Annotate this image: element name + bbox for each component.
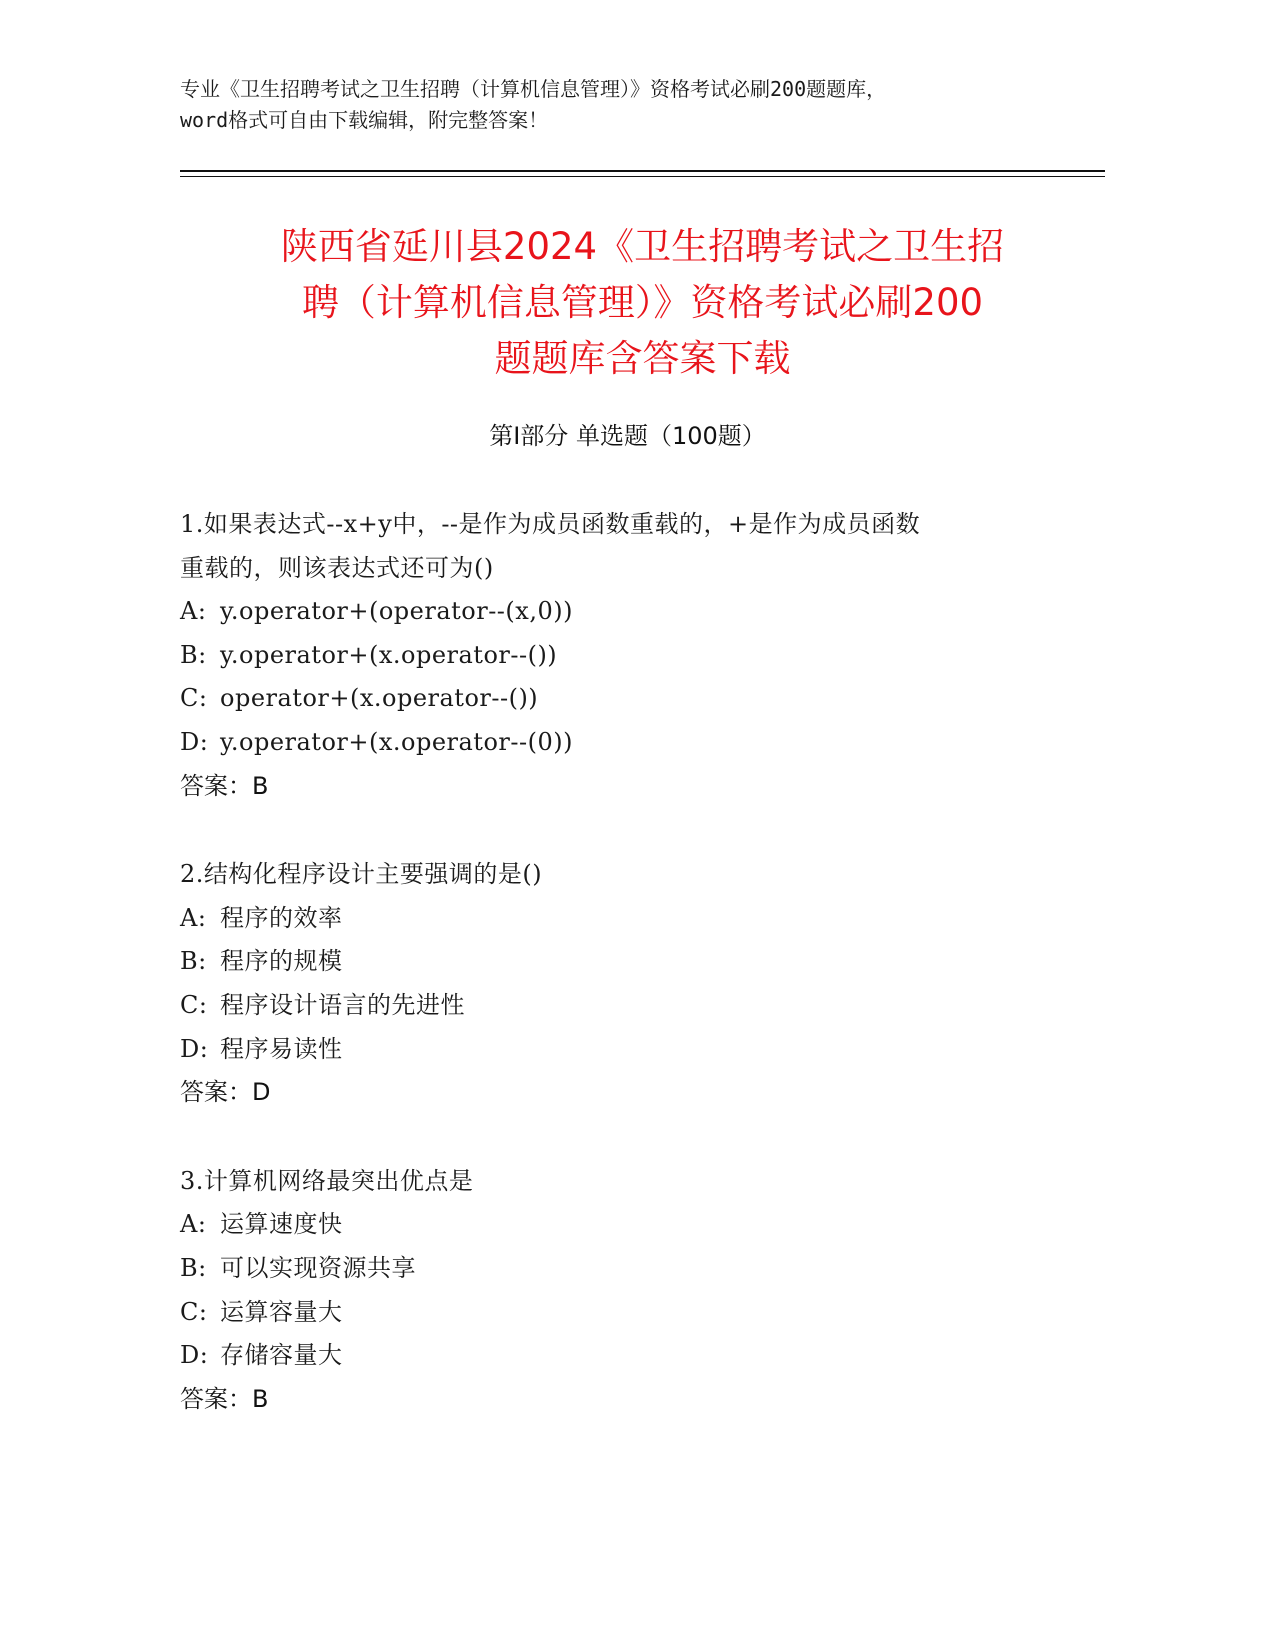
question-stem: 3.计算机网络最突出优点是 — [180, 1166, 474, 1195]
question-stem: 2.结构化程序设计主要强调的是() — [180, 860, 543, 889]
option-letter: D: — [180, 1034, 209, 1063]
document-title-line-2: 聘（计算机信息管理）》资格考试必刷200 — [301, 281, 984, 324]
header-divider-thin — [180, 176, 1105, 177]
document-title-line-3: 题题库含答案下载 — [494, 337, 791, 380]
option-text: 程序设计语言的先进性 — [220, 990, 465, 1019]
option-text: 程序的规模 — [220, 947, 343, 976]
section-title: 第Ⅰ部分 单选题（100题） — [489, 422, 766, 450]
option-letter: B: — [180, 1253, 207, 1282]
option-b — [180, 1247, 1060, 1291]
option-letter: B: — [180, 947, 207, 976]
answer-line: 答案：B — [180, 771, 269, 800]
document-title-line-1: 陕西省延川县2024《卫生招聘考试之卫生招 — [280, 225, 1005, 268]
option-text: y.operator+(x.operator--(0)) — [220, 727, 573, 756]
option-text: y.operator+(operator--(x,0)) — [220, 597, 573, 626]
option-letter: C: — [180, 684, 208, 713]
option-letter: D: — [180, 1341, 209, 1370]
option-letter: D: — [180, 727, 209, 756]
option-a — [180, 1203, 1060, 1247]
option-text: operator+(x.operator--()) — [220, 684, 539, 713]
option-letter: A: — [180, 597, 207, 626]
option-letter: C: — [180, 990, 208, 1019]
option-c — [180, 1291, 1060, 1335]
option-letter: A: — [180, 903, 207, 932]
question-stem-continued: 重载的，则该表达式还可为() — [180, 553, 494, 582]
header-note-line-1: 专业《卫生招聘考试之卫生招聘（计算机信息管理）》资格考试必刷200题题库， — [180, 77, 887, 101]
option-letter: B: — [180, 640, 207, 669]
answer-line: 答案：B — [180, 1384, 269, 1413]
question-3 — [180, 1160, 1060, 1422]
header-note-line-2: word格式可自由下载编辑，附完整答案！ — [180, 108, 549, 132]
option-d — [180, 1334, 1060, 1378]
option-d — [180, 1028, 1060, 1072]
document-title — [180, 219, 1105, 387]
option-text: 运算速度快 — [220, 1210, 343, 1239]
option-text: 存储容量大 — [220, 1341, 343, 1370]
header-divider-thick — [180, 170, 1105, 172]
option-letter: C: — [180, 1297, 208, 1326]
option-text: 运算容量大 — [220, 1297, 343, 1326]
option-a — [180, 590, 1060, 634]
question-stem: 1.如果表达式--x+y中，--是作为成员函数重载的，+是作为成员函数 — [180, 510, 921, 538]
header-note — [180, 74, 1120, 136]
question-list — [180, 503, 1060, 1466]
option-b — [180, 940, 1060, 984]
option-letter: A: — [180, 1210, 207, 1239]
option-c — [180, 984, 1060, 1028]
option-d — [180, 721, 1060, 765]
option-text: 程序的效率 — [220, 903, 343, 932]
option-text: 可以实现资源共享 — [220, 1253, 416, 1282]
question-2 — [180, 853, 1060, 1115]
option-text: 程序易读性 — [220, 1034, 343, 1063]
option-text: y.operator+(x.operator--()) — [220, 640, 558, 669]
option-a — [180, 897, 1060, 941]
answer-line: 答案：D — [180, 1078, 271, 1107]
question-1 — [180, 503, 1060, 808]
option-c — [180, 677, 1060, 721]
option-b — [180, 634, 1060, 678]
